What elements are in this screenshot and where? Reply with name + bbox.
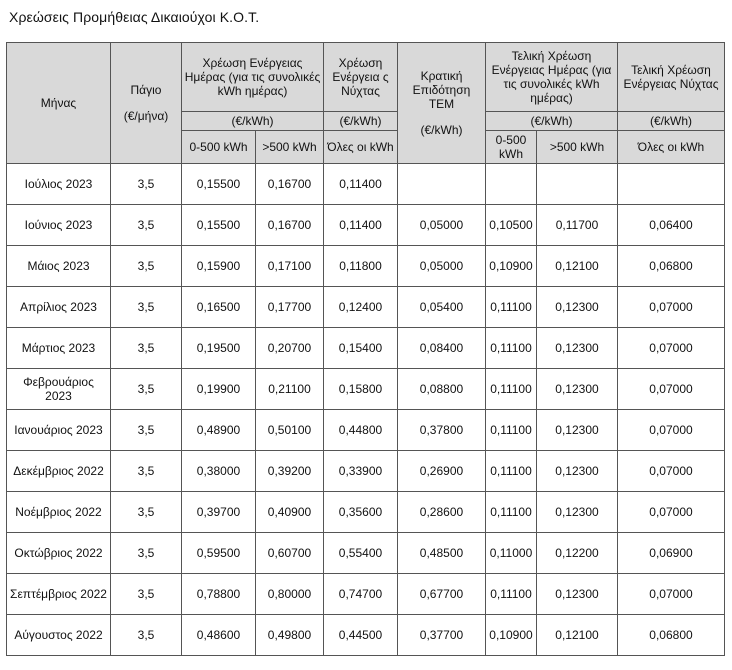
cell-final-low	[486, 164, 537, 205]
cell-night: 0,11400	[324, 205, 398, 246]
cell-final-low: 0,11100	[486, 451, 537, 492]
cell-month: Ιανουάριος 2023	[7, 410, 111, 451]
cell-month: Ιούλιος 2023	[7, 164, 111, 205]
table-row	[7, 410, 725, 451]
cell-final-low: 0,11100	[486, 410, 537, 451]
cell-final-night: 0,06800	[618, 615, 725, 656]
header-day-energy: Χρέωση Ενέργειας Ημέρας (για τις συνολικές kWh ημέρας)	[182, 43, 324, 112]
page-title: Χρεώσεις Προμήθειας Δικαιούχοι Κ.Ο.Τ.	[9, 9, 260, 25]
cell-subsidy: 0,05400	[398, 287, 486, 328]
cell-final-low: 0,11100	[486, 328, 537, 369]
cell-fixed: 3,5	[111, 574, 182, 615]
table-row	[7, 615, 725, 656]
tariff-table	[6, 42, 725, 656]
header-final-tier-high: >500 kWh	[537, 131, 618, 164]
cell-day-low: 0,19900	[182, 369, 256, 410]
table-row	[7, 205, 725, 246]
cell-final-low: 0,11100	[486, 492, 537, 533]
cell-day-low: 0,59500	[182, 533, 256, 574]
cell-month: Ιούνιος 2023	[7, 205, 111, 246]
header-fixed-unit: (€/μήνα)	[123, 109, 169, 123]
cell-subsidy: 0,48500	[398, 533, 486, 574]
cell-night: 0,55400	[324, 533, 398, 574]
cell-fixed: 3,5	[111, 164, 182, 205]
cell-final-low: 0,11100	[486, 574, 537, 615]
cell-day-low: 0,39700	[182, 492, 256, 533]
table-row	[7, 369, 725, 410]
cell-final-night: 0,07000	[618, 492, 725, 533]
cell-subsidy: 0,37800	[398, 410, 486, 451]
cell-month: Δεκέμβριος 2022	[7, 451, 111, 492]
cell-day-low: 0,48900	[182, 410, 256, 451]
header-fixed	[111, 43, 182, 164]
cell-night: 0,74700	[324, 574, 398, 615]
table-row	[7, 287, 725, 328]
cell-final-low: 0,11100	[486, 369, 537, 410]
cell-subsidy: 0,37700	[398, 615, 486, 656]
cell-day-high: 0,16700	[256, 164, 324, 205]
cell-final-high: 0,12300	[537, 574, 618, 615]
cell-day-high: 0,17700	[256, 287, 324, 328]
cell-final-night: 0,06900	[618, 533, 725, 574]
cell-day-low: 0,16500	[182, 287, 256, 328]
cell-month: Φεβρουάριος 2023	[7, 369, 111, 410]
cell-day-high: 0,21100	[256, 369, 324, 410]
header-night-unit: (€/kWh)	[324, 112, 398, 131]
cell-final-high: 0,12300	[537, 287, 618, 328]
cell-final-night: 0,07000	[618, 451, 725, 492]
cell-subsidy: 0,26900	[398, 451, 486, 492]
cell-day-low: 0,78800	[182, 574, 256, 615]
cell-night: 0,44500	[324, 615, 398, 656]
table-row	[7, 328, 725, 369]
cell-fixed: 3,5	[111, 287, 182, 328]
cell-final-high: 0,12300	[537, 410, 618, 451]
cell-day-high: 0,39200	[256, 451, 324, 492]
header-night-all: Όλες οι kWh	[324, 131, 398, 164]
cell-subsidy: 0,08800	[398, 369, 486, 410]
cell-final-night: 0,07000	[618, 410, 725, 451]
cell-day-low: 0,15500	[182, 205, 256, 246]
cell-day-high: 0,49800	[256, 615, 324, 656]
cell-fixed: 3,5	[111, 615, 182, 656]
table-row	[7, 492, 725, 533]
cell-final-high	[537, 164, 618, 205]
cell-day-high: 0,40900	[256, 492, 324, 533]
cell-final-night: 0,06800	[618, 246, 725, 287]
cell-final-night	[618, 164, 725, 205]
cell-night: 0,33900	[324, 451, 398, 492]
cell-month: Απρίλιος 2023	[7, 287, 111, 328]
table-row	[7, 451, 725, 492]
cell-fixed: 3,5	[111, 205, 182, 246]
cell-day-high: 0,60700	[256, 533, 324, 574]
cell-fixed: 3,5	[111, 246, 182, 287]
cell-final-low: 0,10900	[486, 246, 537, 287]
cell-month: Σεπτέμβριος 2022	[7, 574, 111, 615]
cell-night: 0,11400	[324, 164, 398, 205]
cell-night: 0,11800	[324, 246, 398, 287]
cell-month: Αύγουστος 2022	[7, 615, 111, 656]
cell-month: Μάρτιος 2023	[7, 328, 111, 369]
cell-subsidy: 0,05000	[398, 205, 486, 246]
cell-fixed: 3,5	[111, 451, 182, 492]
cell-day-high: 0,50100	[256, 410, 324, 451]
cell-final-low: 0,10900	[486, 615, 537, 656]
cell-day-high: 0,20700	[256, 328, 324, 369]
header-final-night-all: Όλες οι kWh	[618, 131, 725, 164]
table-body	[7, 164, 725, 656]
cell-final-high: 0,12100	[537, 246, 618, 287]
table-row	[7, 246, 725, 287]
header-day-tier-high: >500 kWh	[256, 131, 324, 164]
cell-night: 0,35600	[324, 492, 398, 533]
table-row	[7, 574, 725, 615]
cell-month: Οκτώβριος 2022	[7, 533, 111, 574]
cell-night: 0,15800	[324, 369, 398, 410]
cell-day-low: 0,19500	[182, 328, 256, 369]
header-day-unit: (€/kWh)	[182, 112, 324, 131]
cell-final-high: 0,12300	[537, 369, 618, 410]
cell-day-high: 0,80000	[256, 574, 324, 615]
header-month: Μήνας	[7, 43, 111, 164]
cell-night: 0,12400	[324, 287, 398, 328]
cell-subsidy: 0,05000	[398, 246, 486, 287]
header-final-night-unit: (€/kWh)	[618, 112, 725, 131]
cell-fixed: 3,5	[111, 369, 182, 410]
cell-final-high: 0,12200	[537, 533, 618, 574]
cell-day-low: 0,48600	[182, 615, 256, 656]
cell-day-low: 0,38000	[182, 451, 256, 492]
cell-final-low: 0,11100	[486, 287, 537, 328]
cell-day-high: 0,17100	[256, 246, 324, 287]
cell-night: 0,15400	[324, 328, 398, 369]
cell-night: 0,44800	[324, 410, 398, 451]
cell-subsidy: 0,28600	[398, 492, 486, 533]
cell-final-high: 0,12100	[537, 615, 618, 656]
cell-final-night: 0,07000	[618, 369, 725, 410]
header-day-tier-low: 0-500 kWh	[182, 131, 256, 164]
header-final-night: Τελική Χρέωση Ενέργειας Νύχτας	[618, 43, 725, 112]
cell-day-low: 0,15500	[182, 164, 256, 205]
cell-subsidy: 0,08400	[398, 328, 486, 369]
cell-final-low: 0,11000	[486, 533, 537, 574]
cell-final-high: 0,12300	[537, 451, 618, 492]
header-final-tier-low: 0-500 kWh	[486, 131, 537, 164]
cell-fixed: 3,5	[111, 410, 182, 451]
cell-final-high: 0,12300	[537, 492, 618, 533]
header-subsidy-unit: (€/kWh)	[420, 123, 463, 137]
cell-final-high: 0,12300	[537, 328, 618, 369]
cell-month: Νοέμβριος 2022	[7, 492, 111, 533]
header-final-day: Τελική Χρέωση Ενέργειας Ημέρας (για τις συνολικές kWh ημέρας)	[486, 43, 618, 112]
cell-final-night: 0,07000	[618, 287, 725, 328]
table-row	[7, 533, 725, 574]
cell-day-high: 0,16700	[256, 205, 324, 246]
header-night-energy: Χρέωση Ενέργεια ς Νύχτας	[324, 43, 398, 112]
header-final-day-unit: (€/kWh)	[486, 112, 618, 131]
cell-subsidy	[398, 164, 486, 205]
cell-fixed: 3,5	[111, 492, 182, 533]
cell-subsidy: 0,67700	[398, 574, 486, 615]
table-row	[7, 164, 725, 205]
cell-final-night: 0,07000	[618, 328, 725, 369]
header-subsidy-label: Κρατική Επιδότηση ΤΕΜ	[412, 69, 471, 111]
cell-final-night: 0,07000	[618, 574, 725, 615]
cell-month: Μάιος 2023	[7, 246, 111, 287]
cell-fixed: 3,5	[111, 328, 182, 369]
cell-final-night: 0,06400	[618, 205, 725, 246]
cell-day-low: 0,15900	[182, 246, 256, 287]
cell-final-high: 0,11700	[537, 205, 618, 246]
header-subsidy	[398, 43, 486, 164]
cell-fixed: 3,5	[111, 533, 182, 574]
cell-final-low: 0,10500	[486, 205, 537, 246]
header-fixed-label: Πάγιο	[130, 83, 162, 97]
